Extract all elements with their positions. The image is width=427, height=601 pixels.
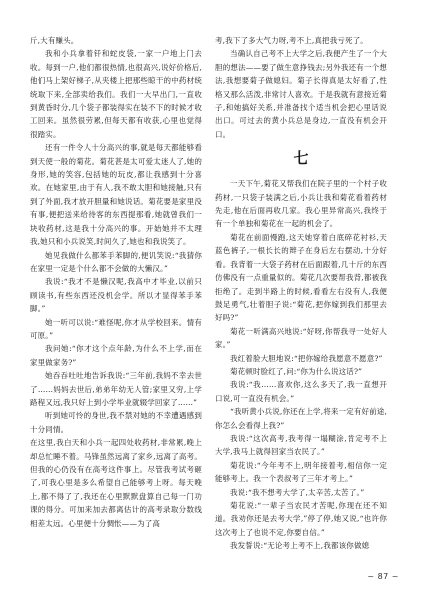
paragraph: 我说:“这次高考,我考得一塌糊涂,肯定考不上大学,我马上就得回家当农民了。”: [215, 433, 387, 457]
paragraph: 我说:“我……喜欢你,这么多天了,我一直想开口说,可一直没有机会。”: [215, 380, 387, 403]
paragraph: 还有一件令人十分高兴的事,就是每天都能够看到天使一般的菊花。菊花甚是太可爱太迷人了,她的身形,她的笑容,包括她的玩皮,都让我感到十分喜欢。在她家里,由于有人,我不敢太胆和她接触,只有到了外面,我才放开胆量和她说话。菊花要是家里没有事,便把送来给待客的东西提那看,她就曾我们一块收药材,这是我十分高兴的事。开始她并不太理我,她只和小兵说笑,时间久了,她也和我说笑了。: [30, 143, 202, 247]
right-column-chapter-body: [215, 177, 387, 552]
right-text-column: [215, 34, 387, 553]
paragraph: 考,我下了多大气力呀,考不上,真把我亏死了。: [215, 36, 368, 45]
paragraph: 我问她:“你才这个点年龄,为什么不上学,而在家里做家务?”: [30, 344, 202, 367]
paragraph: 菊花顿时脸红了,问:“你为什么说这话?”: [230, 366, 363, 376]
paragraph: 菊花说:“今年考不上,明年接着考,相信你一定能够考上。我一个表叔考了三年才考上。”: [215, 460, 387, 484]
chapter-heading: 七: [293, 149, 309, 168]
paragraph: 我说:“我不想考大学了,太辛苦,太苦了。”: [230, 487, 365, 497]
paragraph: 她见我做什么都苯手苯脚的,便讥笑说:“我猜你在家里一定是个什么都不会做的大懒汉。”: [30, 250, 202, 273]
paragraph: 菊花说:“一辈子当农民才苦呢,你现在还不知道。我劝你还是去考大学,”停了停,她又说,“也许你这次考上了也说不定,你要自信。”: [215, 501, 387, 537]
paragraph: 斤,大有赚头。: [30, 36, 79, 45]
page-number: ~ 87 ~: [367, 572, 399, 581]
paragraph: 我和小兵拿着钎和蛇皮袋,一家一户地上门去收。每到一户,他们都很热情,也很高兴,说好价格后,他们马上架好梯子,从夹楼上把那些晾干的中药材统统取下来,全部卖给我们。我们一大早出门,一直收到黄昏时分,几个袋子都装得实在装不下的时候才收工回来。虽然很劳累,但每天都有收获,心里也觉得很踏实。: [30, 49, 202, 139]
paragraph: 我红着脸大胆地说:“把你嫁给我愿意不愿意?”: [230, 353, 383, 363]
paragraph: “我听黄小兵说,你还在上学,将来一定有好前途,你怎么会看得上我?”: [215, 407, 387, 430]
paragraph: 菊花在前面慢跑,这天她穿着白底碎花衬衫,天蓝色裤子,一根长长的辫子在身后左右摆动,十分好看。我背着一大袋子药材在后面跟着,几十斤的东西仿佛没有一点重量似的。菊花几次要帮我背,都被我拒绝了。走到半路上的时候,看看左右没有人,我便鼓足勇气,壮着胆子说:“菊花,把你嫁到我们那里去好吗?”: [215, 232, 387, 323]
paragraph: 她吞吞吐吐地告诉我说:“三年前,我妈不幸去世了……妈妈去世后,弟弟年幼无人管;家里又穷,上学路程又远,我只好上到小学毕业就辍学回家了……”: [30, 371, 202, 407]
paragraph: 我发誓说:“无论考上考不上,我都该你做媳: [230, 541, 370, 551]
paragraph: 她一听可以说:“难怪呢,你才从学校回来。情有可原。”: [30, 317, 202, 340]
paragraph: 听到她可怜的身世,我不禁对她的不幸遭遇感到十分同情。: [30, 411, 202, 434]
paragraph: 一天下午,菊花又帮我们在院子里的一个村子收药材,一只袋子装满之后,小兵让我和菊花看着药材先走,他在后面再收几家。我心里异常高兴,我终于有一个单独和菊花在一起的机会了。: [215, 179, 387, 229]
left-text-column: [30, 34, 202, 530]
paragraph: 当确认自己考不上大学之后,我便产生了一个大胆的想法——要了做生意挣钱去;另外我还有一个想法,我想要菊子做媳妇。菊子长得真是太好看了,性格又那么活泼,非常讨人喜欢。于是我就有意接近菊子,和她搞好关系,并准备找个适当机会把心里话说出口。可过去的黄小兵总是身边,一直没有机会开口。: [215, 49, 387, 139]
paragraph: 在这里,我白天和小兵一起四处收药材,非常累,晚上却总忙睡不着。马锋虽然远离了家乡,远离了高考。但我的心仍没有在高考这件事上。尽管我考试考砸了,可我心里是多么希望自己能够考上呀。每天晚上,都不得了了,我还在心里默默盘算自己每一门功课的得分。可加来加去都离估计的高考录取分数线相差太远。心里便十分惆怅——为了高: [30, 438, 202, 528]
paragraph: 我说:“我才不是懒汉呢,我高中才毕业,以前只顾读书,有些东西还没机会学。所以才显得苯手苯脚。”: [30, 277, 202, 314]
paragraph: 菊花一听满高兴地说:“好呀,你帮我寻一处好人家。”: [215, 326, 387, 350]
right-column-opening: [215, 34, 387, 141]
